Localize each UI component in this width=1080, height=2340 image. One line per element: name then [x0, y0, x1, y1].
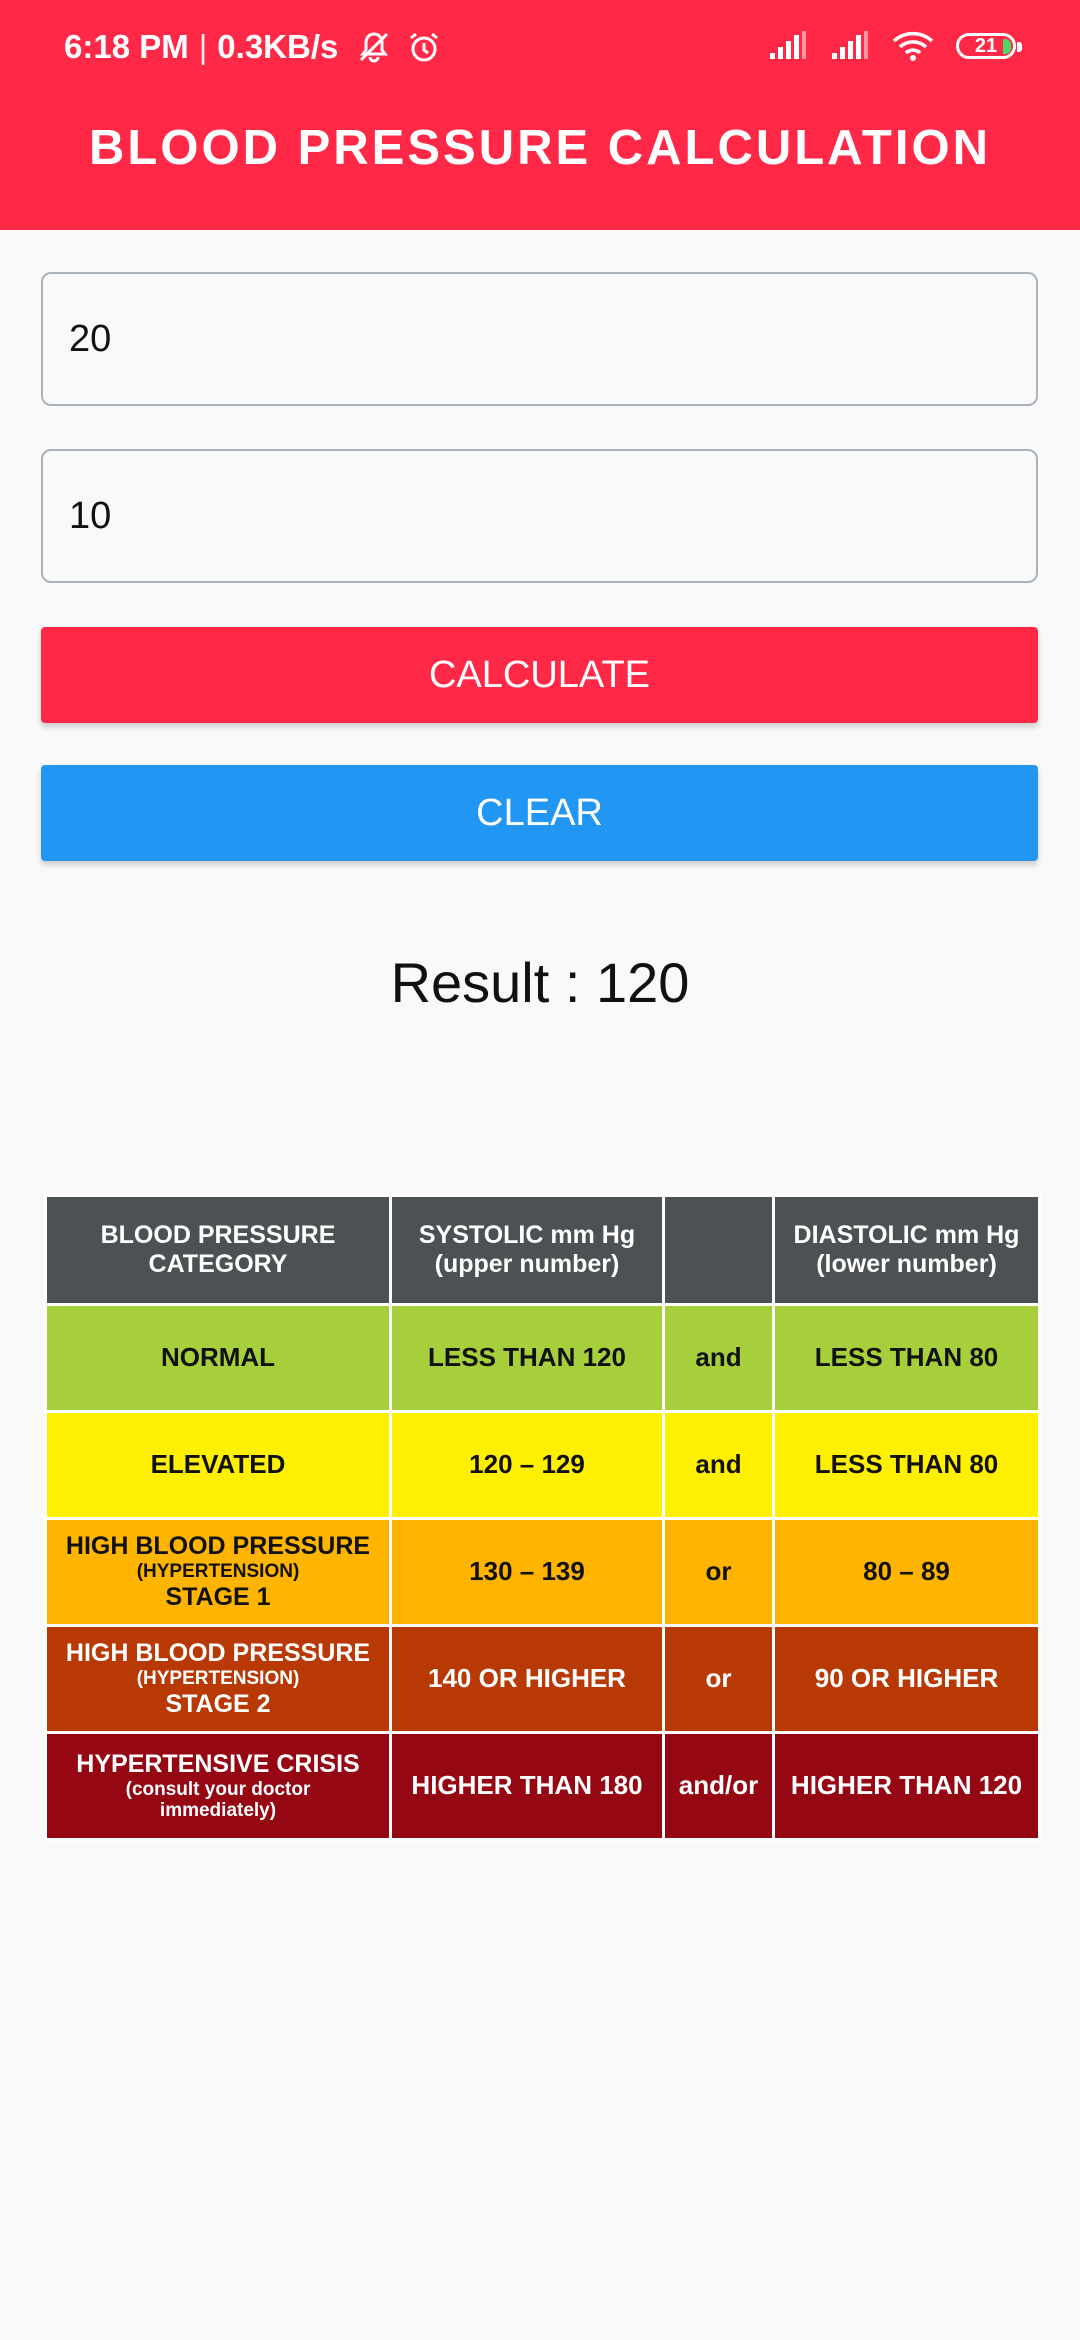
diastolic-cell: 90 OR HIGHER [774, 1626, 1040, 1733]
header-diastolic: DIASTOLIC mm Hg (lower number) [774, 1196, 1040, 1305]
join-cell: and [664, 1305, 774, 1412]
status-bar [0, 0, 1080, 100]
alarm-icon [406, 29, 442, 65]
category-cell: ELEVATED [46, 1412, 391, 1519]
battery-level: 21 [974, 34, 998, 57]
join-cell: or [664, 1519, 774, 1626]
diastolic-input-field[interactable] [41, 449, 1038, 583]
category-cell: NORMAL [46, 1305, 391, 1412]
diastolic-cell: LESS THAN 80 [774, 1412, 1040, 1519]
category-cell: HIGH BLOOD PRESSURE (HYPERTENSION) STAGE 1 [46, 1519, 391, 1626]
result-text: Result : 120 [390, 951, 690, 1014]
signal-icon [768, 31, 808, 61]
network-speed: 0.3KB/s [217, 28, 339, 65]
systolic-cell: 120 – 129 [391, 1412, 664, 1519]
blood-pressure-chart [44, 1194, 1041, 1841]
table-row [46, 1305, 1040, 1412]
join-cell: or [664, 1626, 774, 1733]
table-row [46, 1733, 1040, 1840]
join-cell: and/or [664, 1733, 774, 1840]
app-bar [0, 0, 1080, 230]
systolic-input-field[interactable] [41, 272, 1038, 406]
systolic-input[interactable] [43, 317, 1036, 362]
table-header-row [46, 1196, 1040, 1305]
calculate-button[interactable]: CALCULATE [41, 627, 1038, 723]
diastolic-cell: HIGHER THAN 120 [774, 1733, 1040, 1840]
table-row [46, 1626, 1040, 1733]
diastolic-input[interactable] [43, 494, 1036, 539]
systolic-cell: LESS THAN 120 [391, 1305, 664, 1412]
category-cell: HYPERTENSIVE CRISIS (consult your doctor immediately) [46, 1733, 391, 1840]
diastolic-cell: LESS THAN 80 [774, 1305, 1040, 1412]
table-row [46, 1412, 1040, 1519]
category-cell: HIGH BLOOD PRESSURE (HYPERTENSION) STAGE 2 [46, 1626, 391, 1733]
systolic-cell: 130 – 139 [391, 1519, 664, 1626]
status-separator: | [198, 28, 208, 65]
header-systolic: SYSTOLIC mm Hg (upper number) [391, 1196, 664, 1305]
battery-icon [956, 33, 1016, 59]
mute-bell-icon [356, 29, 392, 65]
systolic-cell: 140 OR HIGHER [391, 1626, 664, 1733]
status-time: 6:18 PM [64, 28, 189, 65]
wifi-icon [892, 30, 934, 62]
clear-button[interactable]: CLEAR [41, 765, 1038, 861]
header-join [664, 1196, 774, 1305]
diastolic-cell: 80 – 89 [774, 1519, 1040, 1626]
header-category: BLOOD PRESSURE CATEGORY [46, 1196, 391, 1305]
systolic-cell: HIGHER THAN 180 [391, 1733, 664, 1840]
signal-icon [830, 31, 870, 61]
join-cell: and [664, 1412, 774, 1519]
page-title: BLOOD PRESSURE CALCULATION [89, 121, 991, 175]
table-row [46, 1519, 1040, 1626]
